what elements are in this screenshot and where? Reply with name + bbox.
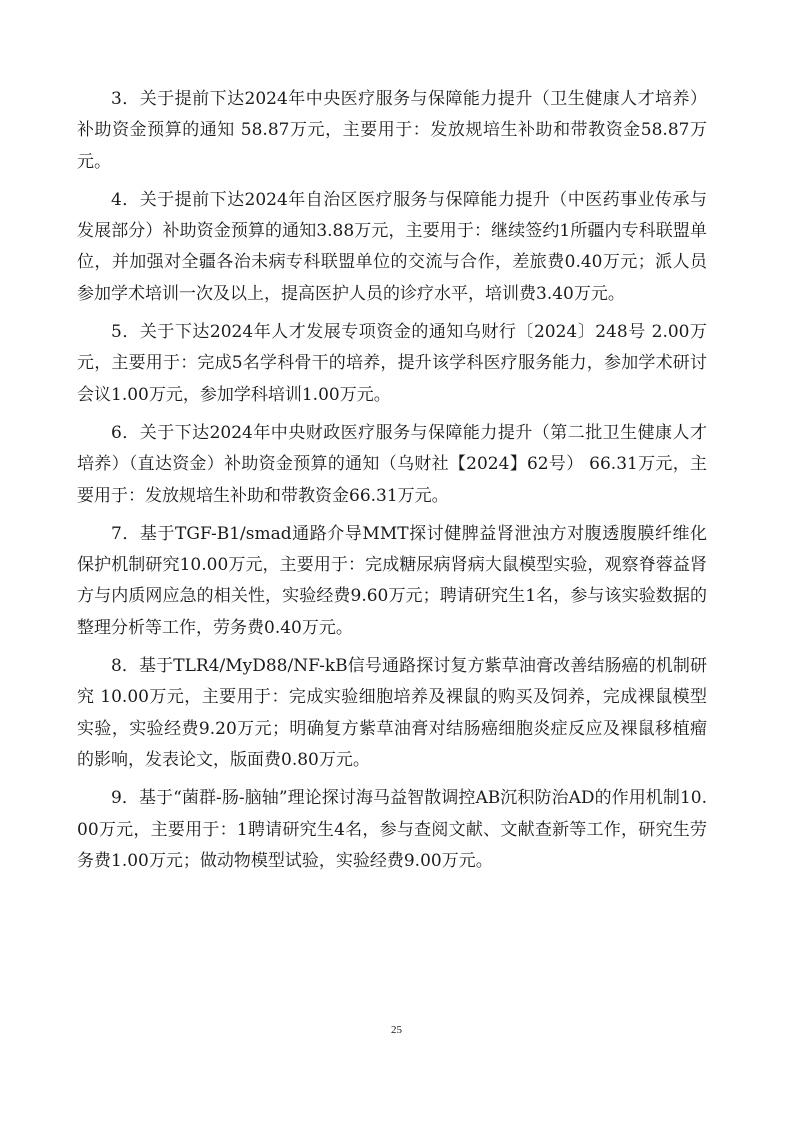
document-body <box>77 84 707 884</box>
paragraph-item-4: 4．关于提前下达2024年自治区医疗服务与保障能力提升（中医药事业传承与发展部分）补助资金预算的通知3.88万元，主要用于：继续签约1所疆内专科联盟单位，并加强对全疆各治未病专科联盟单位的交流与合作，差旅费0.40万元；派人员参加学术培训一次及以上，提高医护人员的诊疗水平，培训费3.40万元。 <box>77 189 707 304</box>
paragraph-item-3: 3．关于提前下达2024年中央医疗服务与保障能力提升（卫生健康人才培养）补助资金预算的通知 58.87万元，主要用于：发放规培生补助和带教资金58.87万元。 <box>77 89 707 172</box>
paragraph-item-8: 8．基于TLR4/MyD88/NF-kB信号通路探讨复方紫草油膏改善结肠癌的机制研究 10.00万元，主要用于：完成实验细胞培养及裸鼠的购买及饲养，完成裸鼠模型实验，实验经费9.20万元；明确复方紫草油膏对结肠癌细胞炎症反应及裸鼠移植瘤的影响，发表论文，版面费0.80万元。 <box>77 656 707 770</box>
page-number: 25 <box>391 1024 402 1036</box>
paragraph-item-7: 7．基于TGF-B1/smad通路介导MMT探讨健脾益肾泄浊方对腹透腹膜纤维化保护机制研究10.00万元，主要用于：完成糖尿病肾病大鼠模型实验，观察脊蓉益肾方与内质网应急的相关性，实验经费9.60万元；聘请研究生1名，参与该实验数据的整理分析等工作，劳务费0.40万元。 <box>77 523 707 638</box>
paragraph-item-6: 6．关于下达2024年中央财政医疗服务与保障能力提升（第二批卫生健康人才培养）（直达资金）补助资金预算的通知（乌财社【2024】62号） 66.31万元，主要用于：发放规培生补助和带教资金66.31万元。 <box>77 422 707 506</box>
paragraph-item-5: 5．关于下达2024年人才发展专项资金的通知乌财行〔2024〕248号 2.00万元，主要用于：完成5名学科骨干的培养，提升该学科医疗服务能力，参加学术研讨会议1.00万元，参加学科培训1.00万元。 <box>77 322 707 405</box>
paragraph-item-9: 9．基于“菌群-肠-脑轴”理论探讨海马益智散调控AB沉积防治AD的作用机制10.00万元，主要用于：1聘请研究生4名，参与查阅文献、文献查新等工作，研究生劳务费1.00万元；做动物模型试验，实验经费9.00万元。 <box>77 788 707 871</box>
